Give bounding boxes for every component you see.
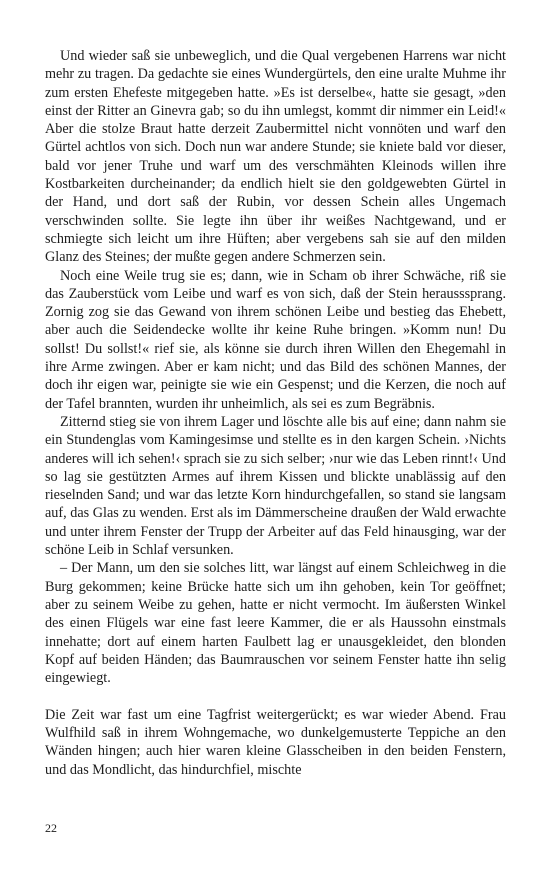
paragraph-2: Noch eine Weile trug sie es; dann, wie in Scham ob ihrer Schwäche, riß sie das Zauberstück vom Leibe und warf es von sich, daß der Stein herausssprang. Zornig zog sie das Gewand von ihrem schönen Leibe und bestieg das Ehebett, aber auch die Seidendecke wollte ihr keine Ruhe bringen. »Komm nun! Du sollst! Du sollst!« rief sie, als könne sie durch ihren Willen den Ehegemahl in ihre Arme zwingen. Aber er kam nicht; und das Bild des schönen Mannes, der doch ihr eigen war, peinigte sie wie ein Gespenst; und die Kerzen, die noch auf der Tafel brannten, wurden ihr unheimlich, als sei es zum Begräbnis. [45,267,506,412]
paragraph-5: Die Zeit war fast um eine Tagfrist weitergerückt; es war wieder Abend. Frau Wulfhild saß in ihrem Wohngemache, wo dunkelgemusterte Teppiche an den Wänden hingen; auch hier waren kleine Glasscheiben in den beiden Fenstern, und das Mondlicht, das hindurchfiel, mischte [45,706,506,778]
page-number: 22 [45,821,57,835]
paragraph-3: Zitternd stieg sie von ihrem Lager und löschte alle bis auf eine; dann nahm sie ein Stundenglas vom Kamingesimse und stellte es in den kargen Schein. ›Nichts anderes will ich sehen!‹ sprach sie zu sich selber; ›nur wie das Leben rinnt!‹ Und so lag sie gestützten Armes auf ihrem Kissen und blickte unablässig auf den rieselnden Sand; und war das letzte Korn hindurchgefallen, so stand sie langsam auf, das Glas zu wenden. Erst als im Dämmerscheine draußen der Wald erwachte und unter ihrem Fenster der Trupp der Arbeiter auf das Feld hinausging, war der schöne Leib in Schlaf versunken. [45,413,506,559]
paragraph-4: – Der Mann, um den sie solches litt, war längst auf einem Schleichweg in die Burg gekommen; keine Brücke hatte sich um ihn gehoben, kein Tor geöffnet; aber zu seinem Weibe zu gehen, hatte er nicht vermocht. Im äußersten Winkel des einen Flügels war eine fast leere Kammer, die er als Haussohn einstmals innehatte; dort auf einem harten Faulbett lag er unausgekleidet, den blonden Kopf auf beiden Händen; das Baumrauschen vor seinem Fenster hatte ihn selig eingewiegt. [45,560,506,687]
body-text [45,47,506,779]
paragraph-1: Und wieder saß sie unbeweglich, und die Qual vergebenen Harrens war nicht mehr zu tragen. Da gedachte sie eines Wundergürtels, den eine uralte Muhme ihr zum ersten Ehefeste mitgegeben hatte. »Es ist derselbe«, hatte sie gesagt, »den einst der Ritter an Ginevra gab; so du ihn umlegst, kommt dir nimmer ein Leid!« Aber die stolze Braut hatte derzeit Zaubermittel nicht vonnöten und warf den Gürtel achtlos von sich. Doch nun war andere Stunde; sie kniete bald vor dieser, bald vor jener Truhe und warf um des verschmähten Kleinods willen ihre Kostbarkeiten durcheinander; da endlich hielt sie den goldgewebten Gürtel in der Hand, und dort saß der Rubin, vor dessen Schein alles Ungemach verschwinden sollte. Sie legte ihn über ihr weißes Nachtgewand, und er schmiegte sich leicht um ihre Hüften; aber vergebens sah sie auf den milden Glanz des Steines; der mußte gegen andere Schmerzen sein. [45,48,506,266]
